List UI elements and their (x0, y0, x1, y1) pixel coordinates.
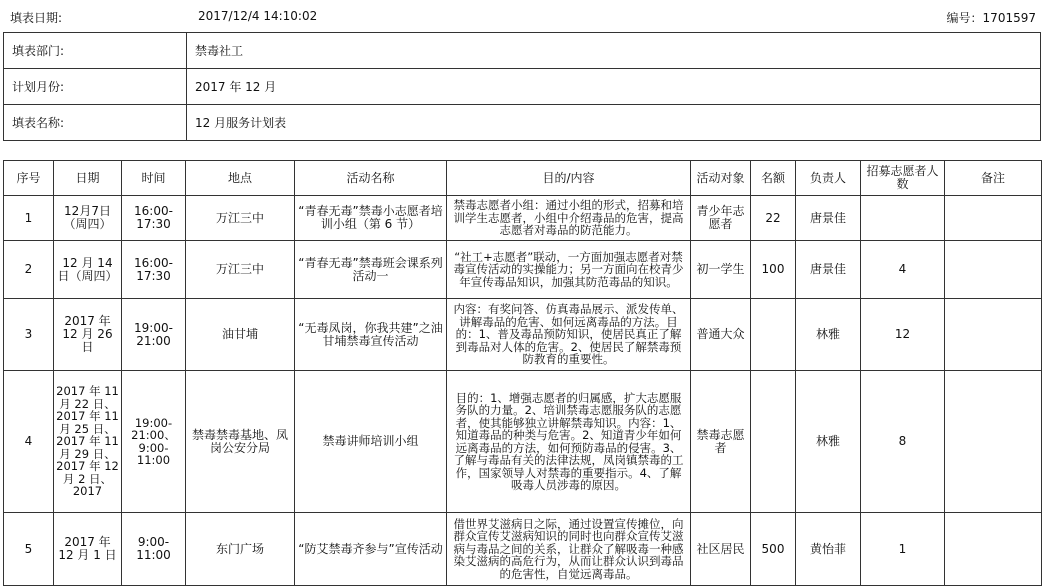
cell-leader: 唐景佳 (796, 241, 861, 299)
cell-place: 万江三中 (186, 196, 295, 241)
info-value: 12 月服务计划表 (187, 105, 1041, 141)
table-row (4, 299, 1042, 371)
cell-remark (945, 513, 1042, 586)
cell-quota: 500 (751, 513, 796, 586)
cell-remark (945, 299, 1042, 371)
info-label: 计划月份: (4, 69, 187, 105)
cell-time: 9:00-11:00 (122, 513, 186, 586)
table-header-row (4, 161, 1042, 196)
cell-no: 2 (4, 241, 54, 299)
cell-target: 初一学生 (691, 241, 751, 299)
col-header-time: 时间 (122, 161, 186, 196)
cell-quota (751, 299, 796, 371)
cell-target: 青少年志愿者 (691, 196, 751, 241)
cell-content: 内容：有奖问答、仿真毒品展示、派发传单、讲解毒品的危害、如何远离毒品的方法。目的：1、普及毒品预防知识，使居民真正了解到毒品对人体的危害。2、使居民了解禁毒预防教育的重要性。 (447, 299, 691, 371)
cell-leader: 黄怡菲 (796, 513, 861, 586)
cell-target: 禁毒志愿者 (691, 371, 751, 513)
cell-time: 16:00-17:30 (122, 196, 186, 241)
cell-quota (751, 371, 796, 513)
cell-volunteers: 8 (861, 371, 945, 513)
cell-quota: 22 (751, 196, 796, 241)
cell-volunteers: 4 (861, 241, 945, 299)
cell-date: 2017 年 11 月 22 日、2017 年 11 月 25 日、2017 年 11 月 29 日、2017 年 12 月 2 日、2017 (54, 371, 122, 513)
cell-activity: 禁毒讲师培训小组 (295, 371, 447, 513)
form-number: 编号：1701597 (946, 11, 1036, 25)
table-row (4, 371, 1042, 513)
cell-no: 1 (4, 196, 54, 241)
table-row (4, 241, 1042, 299)
cell-remark (945, 371, 1042, 513)
cell-date: 12月7日（周四） (54, 196, 122, 241)
cell-no: 5 (4, 513, 54, 586)
cell-place: 油甘埔 (186, 299, 295, 371)
info-row-name (4, 105, 1041, 141)
info-label: 填表名称: (4, 105, 187, 141)
col-header-volunteers: 招募志愿者人数 (861, 161, 945, 196)
cell-place: 禁毒禁毒基地、凤岗公安分局 (186, 371, 295, 513)
cell-leader: 林雅 (796, 371, 861, 513)
cell-time: 19:00-21:00、9:00-11:00 (122, 371, 186, 513)
cell-target: 社区居民 (691, 513, 751, 586)
cell-content: 目的：1、增强志愿者的归属感，扩大志愿服务队的力量。2、培训禁毒志愿服务队的志愿者，使其能够独立讲解禁毒知识。内容：1、知道毒品的种类与危害。2、知道青少年如何远离毒品的方法，如何预防毒品的侵害。3、了解与毒品有关的法律法规，凤岗镇禁毒的工作，国家领导人对禁毒的重要指示。4、了解吸毒人员涉毒的原因。 (447, 371, 691, 513)
fill-date-label: 填表日期: (10, 11, 63, 25)
cell-no: 3 (4, 299, 54, 371)
col-header-target: 活动对象 (691, 161, 751, 196)
col-header-leader: 负责人 (796, 161, 861, 196)
cell-date: 2017 年 12 月 1 日 (54, 513, 122, 586)
cell-activity: “无毒凤岗，你我共建”之油甘埔禁毒宣传活动 (295, 299, 447, 371)
info-row-department (4, 33, 1041, 69)
cell-place: 万江三中 (186, 241, 295, 299)
cell-date: 12 月 14 日（周四） (54, 241, 122, 299)
cell-activity: “防艾禁毒齐参与”宣传活动 (295, 513, 447, 586)
cell-content: 禁毒志愿者小组：通过小组的形式，招募和培训学生志愿者，小组中介绍毒品的危害，提高志愿者对毒品的防范能力。 (447, 196, 691, 241)
col-header-content: 目的/内容 (447, 161, 691, 196)
cell-date: 2017 年 12 月 26 日 (54, 299, 122, 371)
info-value: 禁毒社工 (187, 33, 1041, 69)
cell-leader: 林雅 (796, 299, 861, 371)
col-header-no: 序号 (4, 161, 54, 196)
cell-volunteers: 1 (861, 513, 945, 586)
fill-date-value: 2017/12/4 14:10:02 (198, 9, 318, 23)
info-table (3, 32, 1041, 141)
col-header-place: 地点 (186, 161, 295, 196)
table-row (4, 196, 1042, 241)
cell-volunteers: 12 (861, 299, 945, 371)
info-label: 填表部门: (4, 33, 187, 69)
info-row-month (4, 69, 1041, 105)
cell-quota: 100 (751, 241, 796, 299)
col-header-quota: 名额 (751, 161, 796, 196)
info-value: 2017 年 12 月 (187, 69, 1041, 105)
cell-activity: “青春无毒”禁毒小志愿者培训小组（第 6 节） (295, 196, 447, 241)
cell-activity: “青春无毒”禁毒班会课系列活动一 (295, 241, 447, 299)
cell-leader: 唐景佳 (796, 196, 861, 241)
table-row (4, 513, 1042, 586)
col-header-date: 日期 (54, 161, 122, 196)
form-header (0, 0, 1044, 32)
cell-remark (945, 241, 1042, 299)
cell-target: 普通大众 (691, 299, 751, 371)
col-header-activity: 活动名称 (295, 161, 447, 196)
service-plan-table (3, 160, 1042, 586)
col-header-remark: 备注 (945, 161, 1042, 196)
cell-content: 借世界艾滋病日之际，通过设置宣传摊位，向群众宣传艾滋病知识的同时也向群众宣传艾滋病与毒品之间的关系，让群众了解吸毒一种感染艾滋病的高危行为，从而让群众认识到毒品的危害性，自觉远离毒品。 (447, 513, 691, 586)
cell-time: 16:00-17:30 (122, 241, 186, 299)
cell-content: “社工+志愿者”联动，一方面加强志愿者对禁毒宣传活动的实操能力；另一方面向在校青少年宣传毒品知识，加强其防范毒品的知识。 (447, 241, 691, 299)
cell-place: 东门广场 (186, 513, 295, 586)
cell-remark (945, 196, 1042, 241)
cell-time: 19:00-21:00 (122, 299, 186, 371)
cell-no: 4 (4, 371, 54, 513)
cell-volunteers (861, 196, 945, 241)
